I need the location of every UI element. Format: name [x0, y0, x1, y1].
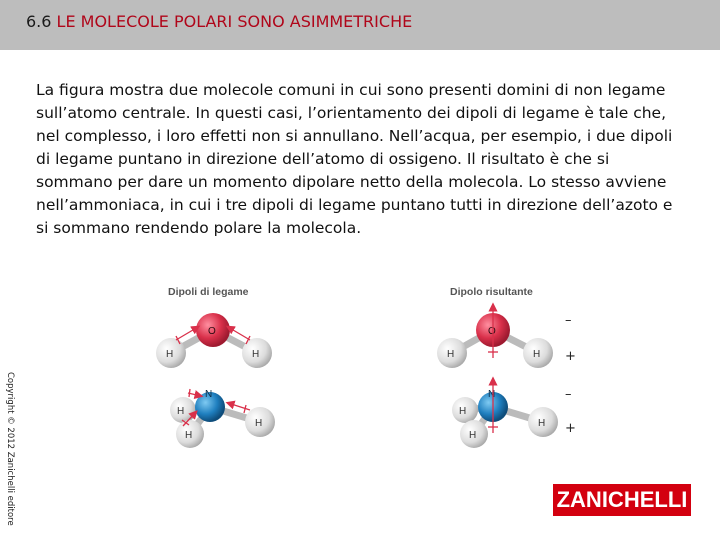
partial-negative-charge: – [565, 313, 572, 328]
partial-positive-charge: + [565, 421, 576, 436]
water-net-dipole [437, 305, 576, 368]
partial-positive-charge: + [565, 349, 576, 364]
hydrogen-label: H [533, 349, 541, 360]
partial-negative-charge: – [565, 387, 572, 402]
dipole-cross [189, 389, 190, 397]
nitrogen-label: N [488, 389, 496, 400]
hydrogen-label: H [177, 406, 185, 417]
section-number: 6.6 [26, 12, 52, 31]
oxygen-label: O [208, 326, 216, 337]
hydrogen-label: H [185, 430, 193, 441]
figure-label-bond-dipoles: Dipoli di legame [168, 286, 249, 298]
body-paragraph: La figura mostra due molecole comuni in cui sono presenti domini di non legame sull’atomo centrale. In questi casi, l’orientamento dei dipoli di legame è tale che, nel complesso, i loro effetti non si annullano. Nell’acqua, per esempio, i due dipoli di legame puntano in direzione dell’atomo di ossigeno. Il risultato è che si sommano per dare un momento dipolare netto della molecola. Lo stesso avviene nell’ammoniaca, in cui i tre dipoli di legame puntano tutti in direzione dell’azoto e si sommano rendendo polare la molecola. [36, 81, 673, 237]
hydrogen-label: H [538, 418, 546, 429]
copyright-vertical [3, 372, 15, 532]
hydrogen-label: H [255, 418, 263, 429]
ammonia-bond-dipoles [170, 389, 275, 448]
zanichelli-logo: ZANICHELLI [553, 484, 691, 516]
hydrogen-label: H [252, 349, 260, 360]
water-bond-dipoles [156, 313, 272, 368]
ammonia-net-dipole [452, 379, 576, 448]
hydrogen-label: H [469, 430, 477, 441]
figure-label-net-dipole: Dipolo risultante [450, 286, 533, 298]
nitrogen-label: N [205, 389, 213, 400]
oxygen-label: O [488, 326, 496, 337]
hydrogen-label: H [459, 406, 467, 417]
dipole-arrow [228, 403, 250, 410]
copyright-text: Copyright © 2012 Zanichelli editore [5, 372, 15, 526]
hydrogen-label: H [447, 349, 455, 360]
section-title: LE MOLECOLE POLARI SONO ASIMMETRICHE [56, 12, 413, 31]
hydrogen-label: H [166, 349, 174, 360]
